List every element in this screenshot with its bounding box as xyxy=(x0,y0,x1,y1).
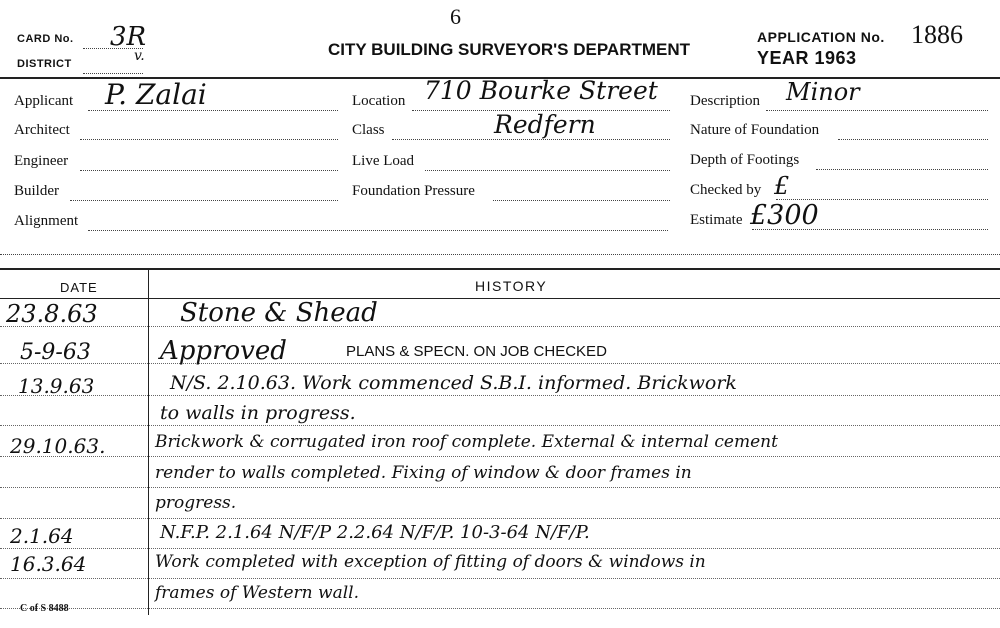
year-label: YEAR 1963 xyxy=(757,48,857,68)
foundation-pressure-label: Foundation Pressure xyxy=(352,183,475,199)
builder-dotline xyxy=(70,200,338,201)
history-text: progress. xyxy=(155,493,237,513)
ruled-line xyxy=(0,608,1000,609)
engineer-dotline xyxy=(80,170,338,171)
ruled-line xyxy=(0,326,1000,327)
department-title: CITY BUILDING SURVEYOR'S DEPARTMENT xyxy=(328,40,691,59)
district-label: DISTRICT xyxy=(17,58,72,70)
live-load-dotline xyxy=(425,170,670,171)
applicant-dotline xyxy=(88,110,338,111)
card-no-label: CARD No. xyxy=(17,33,74,45)
form-code: C of S 8488 xyxy=(20,603,69,614)
estimate-dotline xyxy=(752,229,988,230)
depth-of-footings-label: Depth of Footings xyxy=(690,152,800,168)
history-text: Stone & Shead xyxy=(180,298,378,328)
description-label: Description xyxy=(690,93,760,109)
date-column-divider xyxy=(148,270,149,615)
history-date: 29.10.63. xyxy=(10,434,106,458)
architect-dotline xyxy=(80,139,338,140)
checked-by-value: £ xyxy=(774,172,790,200)
fields-bottom-dotline xyxy=(0,254,1000,255)
builder-label: Builder xyxy=(14,183,59,199)
alignment-label: Alignment xyxy=(14,213,79,229)
history-text: to walls in progress. xyxy=(160,402,356,424)
class-label: Class xyxy=(352,122,385,138)
location-value-2: Redfern xyxy=(494,110,596,139)
card-no-value: 3R xyxy=(110,22,147,52)
history-top-rule xyxy=(0,268,1000,270)
ruled-line xyxy=(0,456,1000,457)
history-date: 13.9.63 xyxy=(18,374,95,398)
plans-checked-stamp: PLANS & SPECN. ON JOB CHECKED xyxy=(346,343,607,360)
checked-by-label: Checked by xyxy=(690,182,762,198)
depth-dotline xyxy=(816,169,988,170)
estimate-label: Estimate xyxy=(690,212,743,228)
engineer-label: Engineer xyxy=(14,153,69,169)
header-underline xyxy=(0,298,1000,299)
page-number: 6 xyxy=(450,4,461,29)
alignment-dotline xyxy=(88,230,668,231)
ruled-line xyxy=(0,363,1000,364)
ruled-line xyxy=(0,578,1000,579)
class-dotline xyxy=(392,139,670,140)
date-header: DATE xyxy=(60,280,98,295)
history-text: N.F.P. 2.1.64 N/F/P 2.2.64 N/F/P. 10-3-64 N/F/P. xyxy=(160,522,590,543)
history-text: Work completed with exception of fitting of doors & windows in xyxy=(155,552,706,572)
district-value: v. xyxy=(134,48,145,64)
ruled-line xyxy=(0,518,1000,519)
live-load-label: Live Load xyxy=(352,153,415,169)
history-text: frames of Western wall. xyxy=(155,583,359,603)
history-date: 16.3.64 xyxy=(10,552,87,576)
history-date: 5-9-63 xyxy=(20,340,91,365)
description-dotline xyxy=(766,110,988,111)
application-number: 1886 xyxy=(911,20,963,49)
history-date: 2.1.64 xyxy=(10,524,74,548)
history-header: HISTORY xyxy=(475,278,548,294)
foundation-pressure-dotline xyxy=(493,200,670,201)
ruled-line xyxy=(0,487,1000,488)
district-dotline xyxy=(83,73,143,74)
location-value: 710 Bourke Street xyxy=(424,76,658,105)
ruled-line xyxy=(0,548,1000,549)
history-text: Approved xyxy=(160,336,287,366)
estimate-value: £300 xyxy=(750,200,819,231)
nature-of-foundation-label: Nature of Foundation xyxy=(690,122,820,138)
history-text: render to walls completed. Fixing of window & door frames in xyxy=(155,463,692,483)
application-label: APPLICATION No. xyxy=(757,29,885,45)
description-value: Minor xyxy=(786,78,860,106)
nature-dotline xyxy=(838,139,988,140)
history-text: Brickwork & corrugated iron roof complete. External & internal cement xyxy=(155,432,778,452)
architect-label: Architect xyxy=(14,122,70,138)
ruled-line xyxy=(0,425,1000,426)
applicant-label: Applicant xyxy=(14,93,74,109)
location-label: Location xyxy=(352,93,406,109)
ruled-line xyxy=(0,395,1000,396)
history-date: 23.8.63 xyxy=(6,300,98,328)
applicant-value: P. Zalai xyxy=(105,78,207,111)
history-text: N/S. 2.10.63. Work commenced S.B.I. informed. Brickwork xyxy=(170,372,737,394)
